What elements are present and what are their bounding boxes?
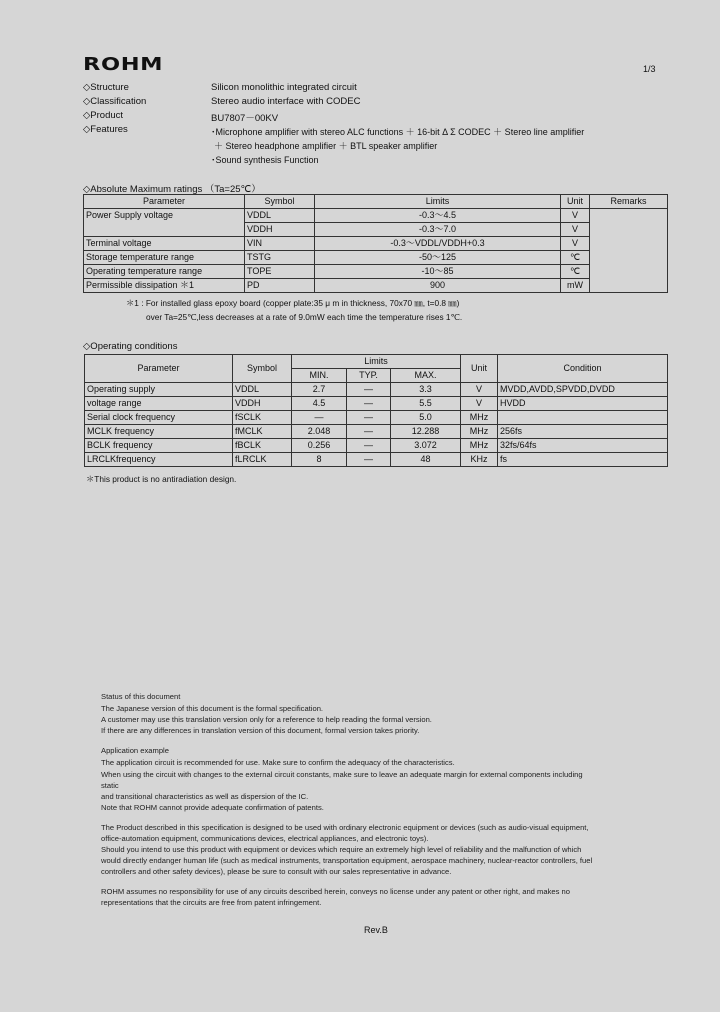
- footer-line: The Japanese version of this document is the formal specification.: [101, 704, 324, 713]
- op-title: ◇Operating conditions: [83, 341, 178, 352]
- param-cell: LRCLKfrequency: [85, 453, 233, 467]
- unit-cell: V: [561, 223, 590, 237]
- col-header: Symbol: [245, 195, 315, 209]
- symbol-cell: VDDH: [233, 397, 292, 411]
- footer-line: static: [101, 781, 119, 790]
- param-cell: voltage range: [85, 397, 233, 411]
- table-row: [85, 383, 668, 397]
- col-header: Limits: [315, 195, 561, 209]
- col-header: Unit: [461, 355, 498, 383]
- footer-line: Status of this document: [101, 692, 181, 701]
- features-line-2: ＋ Stereo headphone amplifier ＋ BTL speaker amplifier: [214, 141, 438, 151]
- table-row: [85, 411, 668, 425]
- symbol-cell: PD: [245, 279, 315, 293]
- footer-line: representations that the circuits are free from patent infringement.: [101, 898, 322, 907]
- op-table: [84, 354, 668, 467]
- abs-max-note-1: ＊1 : For installed glass epoxy board (copper plate:35 μ m in thickness, 70x70 ㎜, t=0.8 ㎜): [126, 298, 460, 308]
- typ-cell: ―: [347, 411, 391, 425]
- min-cell: 8: [292, 453, 347, 467]
- col-header: Symbol: [233, 355, 292, 383]
- typ-cell: ―: [347, 383, 391, 397]
- spec-features-key: ◇Features: [83, 124, 128, 135]
- param-cell: BCLK frequency: [85, 439, 233, 453]
- footer-line: The application circuit is recommended for use. Make sure to confirm the adequacy of the characteristics.: [101, 758, 455, 767]
- max-cell: 12.288: [391, 425, 461, 439]
- spec-features-value: ･Microphone amplifier with stereo ALC functions ＋ 16-bit Δ Σ CODEC ＋ Stereo line amplifier: [211, 127, 585, 137]
- symbol-cell: fMCLK: [233, 425, 292, 439]
- min-cell: 2.048: [292, 425, 347, 439]
- unit-cell: V: [461, 383, 498, 397]
- footer-line: When using the circuit with changes to the external circuit constants, make sure to leave an adequate margin for external components including: [101, 770, 583, 779]
- col-header: Remarks: [590, 195, 668, 209]
- symbol-cell: fSCLK: [233, 411, 292, 425]
- footer-line: If there are any differences in translation version of this document, formal version takes priority.: [101, 726, 420, 735]
- unit-cell: ℃: [561, 265, 590, 279]
- table-row: [84, 265, 668, 279]
- condition-cell: fs: [498, 453, 668, 467]
- typ-cell: ―: [347, 439, 391, 453]
- param-cell: Terminal voltage: [84, 237, 245, 251]
- footer-line: would directly endanger human life (such as medical instruments, transportation equipment, aerospace machinery, nuclear-reactor controllers, fuel: [101, 856, 593, 865]
- unit-cell: mW: [561, 279, 590, 293]
- abs-max-note-2: over Ta=25℃,less decreases at a rate of 9.0mW each time the temperature rises 1℃.: [146, 312, 463, 322]
- max-cell: 5.0: [391, 411, 461, 425]
- min-cell: ―: [292, 411, 347, 425]
- footer-line: controllers and other safety devices), please be sure to consult with our sales representative in advance.: [101, 867, 452, 876]
- condition-cell: MVDD,AVDD,SPVDD,DVDD: [498, 383, 668, 397]
- footer-line: office-automation equipment, communications devices, electrical appliances, and electronic toys).: [101, 834, 429, 843]
- param-cell: Operating supply: [85, 383, 233, 397]
- col-header: MAX.: [391, 369, 461, 383]
- spec-product-key: ◇Product: [83, 110, 124, 121]
- spec-structure-key: ◇Structure: [83, 82, 129, 93]
- revision: Rev.B: [364, 925, 388, 935]
- min-cell: 2.7: [292, 383, 347, 397]
- col-header: TYP.: [347, 369, 391, 383]
- unit-cell: MHz: [461, 425, 498, 439]
- param-cell: Serial clock frequency: [85, 411, 233, 425]
- symbol-cell: fBCLK: [233, 439, 292, 453]
- typ-cell: ―: [347, 397, 391, 411]
- col-header: Parameter: [85, 355, 233, 383]
- unit-cell: ℃: [561, 251, 590, 265]
- table-row: [85, 453, 668, 467]
- param-cell: Storage temperature range: [84, 251, 245, 265]
- spec-structure-value: Silicon monolithic integrated circuit: [211, 82, 357, 93]
- table-row: [85, 397, 668, 411]
- col-header: Unit: [561, 195, 590, 209]
- symbol-cell: VIN: [245, 237, 315, 251]
- limits-cell: -0.3～4.5: [315, 209, 561, 223]
- limits-cell: -50～125: [315, 251, 561, 265]
- spec-classification-key: ◇Classification: [83, 96, 147, 107]
- footer-line: and transitional characteristics as well as dispersion of the IC.: [101, 792, 309, 801]
- table-row: [85, 439, 668, 453]
- unit-cell: KHz: [461, 453, 498, 467]
- footer-line: ROHM assumes no responsibility for use of any circuits described herein, conveys no license under any patent or other right, and makes no: [101, 887, 570, 896]
- table-row: [84, 209, 668, 223]
- table-row: [84, 279, 668, 293]
- param-cell: MCLK frequency: [85, 425, 233, 439]
- abs-max-title: ◇Absolute Maximum ratings （Ta=25℃）: [83, 184, 261, 195]
- col-header: Parameter: [84, 195, 245, 209]
- typ-cell: ―: [347, 425, 391, 439]
- limits-cell: -0.3～VDDL/VDDH+0.3: [315, 237, 561, 251]
- footer-line: A customer may use this translation version only for a reference to help reading the formal version.: [101, 715, 432, 724]
- spec-product-value: BU7807－00KV: [211, 113, 279, 124]
- table-row: [84, 237, 668, 251]
- max-cell: 48: [391, 453, 461, 467]
- typ-cell: ―: [347, 453, 391, 467]
- table-header-row: [84, 195, 668, 209]
- symbol-cell: TOPE: [245, 265, 315, 279]
- spec-classification-value: Stereo audio interface with CODEC: [211, 96, 361, 107]
- limits-cell: 900: [315, 279, 561, 293]
- footer-line: Should you intend to use this product with equipment or devices which require an extremely high level of reliability and the malfunction of which: [101, 845, 582, 854]
- condition-cell: 256fs: [498, 425, 668, 439]
- unit-cell: V: [561, 237, 590, 251]
- symbol-cell: VDDL: [245, 209, 315, 223]
- limits-cell: -0.3～7.0: [315, 223, 561, 237]
- footer-line: Application example: [101, 746, 169, 755]
- param-cell: Power Supply voltage: [84, 209, 245, 237]
- table-header-row: [85, 355, 668, 369]
- param-cell: Permissible dissipation ＊1: [84, 279, 245, 293]
- symbol-cell: VDDH: [245, 223, 315, 237]
- rohm-logo: ROHM: [83, 54, 164, 75]
- table-row: [85, 425, 668, 439]
- symbol-cell: fLRCLK: [233, 453, 292, 467]
- symbol-cell: TSTG: [245, 251, 315, 265]
- max-cell: 5.5: [391, 397, 461, 411]
- condition-cell: [498, 411, 668, 425]
- col-header: MIN.: [292, 369, 347, 383]
- unit-cell: MHz: [461, 439, 498, 453]
- abs-max-table: [83, 194, 668, 293]
- op-note: ＊This product is no antiradiation design.: [86, 474, 237, 484]
- max-cell: 3.072: [391, 439, 461, 453]
- page-number: 1/3: [643, 64, 656, 74]
- table-row: [84, 251, 668, 265]
- param-cell: Operating temperature range: [84, 265, 245, 279]
- symbol-cell: VDDL: [233, 383, 292, 397]
- unit-cell: V: [461, 397, 498, 411]
- unit-cell: MHz: [461, 411, 498, 425]
- min-cell: 0.256: [292, 439, 347, 453]
- condition-cell: HVDD: [498, 397, 668, 411]
- limits-cell: -10～85: [315, 265, 561, 279]
- remarks-cell: [590, 209, 668, 293]
- max-cell: 3.3: [391, 383, 461, 397]
- col-header: Limits: [292, 355, 461, 369]
- unit-cell: V: [561, 209, 590, 223]
- footer-line: The Product described in this specification is designed to be used with ordinary electronic equipment or devices (such as audio-visual equipment,: [101, 823, 589, 832]
- footer-line: Note that ROHM cannot provide adequate confirmation of patents.: [101, 803, 324, 812]
- features-line-3: ･Sound synthesis Function: [211, 155, 319, 165]
- col-header: Condition: [498, 355, 668, 383]
- min-cell: 4.5: [292, 397, 347, 411]
- condition-cell: 32fs/64fs: [498, 439, 668, 453]
